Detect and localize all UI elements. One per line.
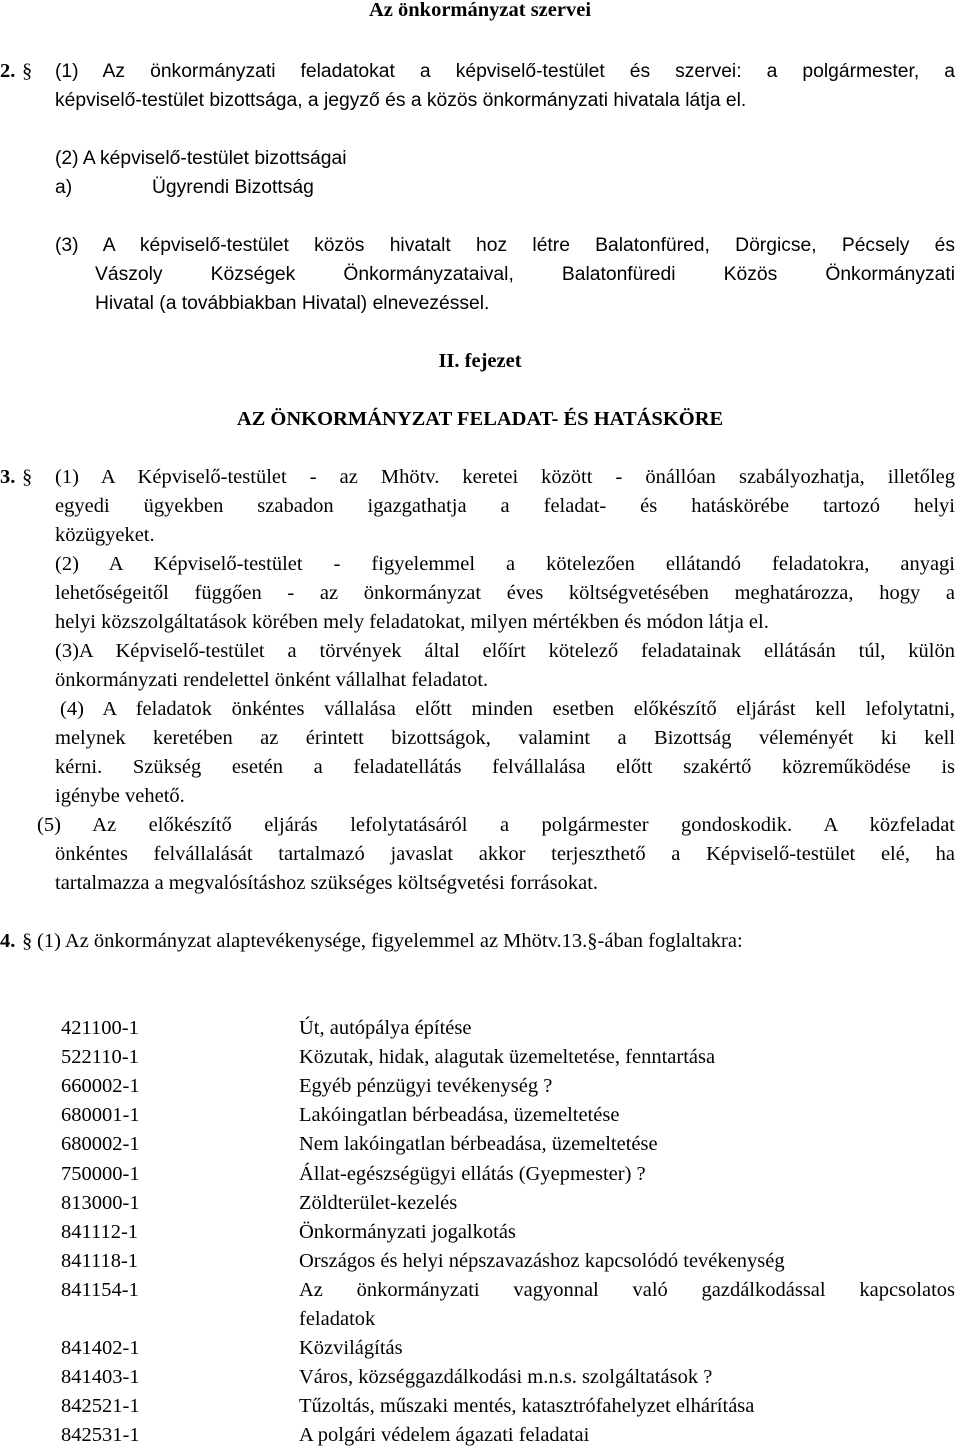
activity-code: 750000-1 [61,1162,140,1185]
activity-code: 680002-1 [61,1133,140,1156]
activity-code: 841402-1 [61,1337,140,1360]
activity-row [0,1160,960,1189]
activity-row [0,1189,960,1218]
s3-p4-line3: kérni. Szükség esetén a feladatellátás felvállalása előtt szakértő közreműködése is [55,756,955,778]
s2-p1-line2: képviselő-testület bizottsága, a jegyző és a közös önkormányzati hivatala látja el. [55,90,747,111]
s3-p5-line2: önkéntes felvállalását tartalmazó javaslat akkor terjeszthető a Képviselő-testület elé, ha [55,843,955,865]
s4-p1-text: (1) Az önkormányzat alaptevékenysége, figyelemmel az Mhötv.13. [37,930,588,952]
s2-p3-line2: Vászoly Községek Önkormányzataival, Balatonfüredi Közös Önkormányzati [95,264,955,285]
section-sign: § [22,930,33,952]
activity-code: 813000-1 [61,1191,140,1214]
activity-code: 421100-1 [61,1017,139,1039]
s3-p3-line2: önkormányzati rendelettel önként vállalhat feladatot. [55,669,489,691]
s3-p2-line3: helyi közszolgáltatások körében mely feladatokat, milyen mértékben és módon látja el. [55,611,769,633]
s3-p1-line1: (1) A Képviselő-testület - az Mhötv. keretei között - önállóan szabályozhatja, illetőleg [55,466,955,488]
s3-p1-line3: közügyeket. [55,524,155,546]
section-sign: § [587,930,598,952]
activity-row [0,1101,960,1130]
activity-description: A polgári védelem ágazati feladatai [299,1424,590,1447]
activity-row [0,1014,960,1043]
activity-description: Közvilágítás [299,1337,403,1360]
chapter-title: AZ ÖNKORMÁNYZAT FELADAT- ÉS HATÁSKÖRE [236,408,724,430]
activity-description: Önkormányzati jogalkotás [299,1220,516,1243]
activity-code: 842531-1 [61,1424,140,1447]
s4-p1-text-end: -ában foglaltakra: [597,930,743,952]
activity-code: 842521-1 [61,1395,140,1418]
activity-row [0,1392,960,1421]
activity-row [0,1334,960,1363]
section-sign: § [22,60,33,82]
activity-description: Egyéb pénzügyi tevékenység ? [299,1075,553,1098]
s2-p2-line1: (2) A képviselő-testület bizottságai [55,148,347,169]
section-number-3: 3. [0,466,16,488]
activity-code: 660002-1 [61,1075,140,1098]
activity-description: Város, községgazdálkodási m.n.s. szolgáltatások ? [299,1366,713,1389]
page-title: Az önkormányzat szervei [368,0,592,21]
chapter-number: II. fejezet [438,350,522,372]
section-number-2: 2. [0,60,16,82]
activity-row [0,1363,960,1392]
activity-description-continued: feladatok [299,1308,376,1330]
activity-code: 841403-1 [61,1366,140,1389]
activity-row [0,1218,960,1247]
s3-p2-line1: (2) A Képviselő-testület - figyelemmel a kötelezően ellátandó feladatokra, anyagi [55,553,955,575]
activity-row [0,1043,960,1072]
section-sign: § [22,466,33,488]
activity-description: Zöldterület-kezelés [299,1191,458,1214]
activity-description: Országos és helyi népszavazáshoz kapcsolódó tevékenység [299,1249,785,1272]
activity-code: 680001-1 [61,1104,140,1127]
s3-p3-line1: (3)A Képviselő-testület a törvények által előírt kötelező feladatainak ellátásán túl, külön [55,640,955,662]
activity-description: Közutak, hidak, alagutak üzemeltetése, fenntartása [299,1046,716,1069]
activity-code: 841112-1 [61,1220,139,1243]
s2-p3-line1: (3) A képviselő-testület közös hivatalt hoz létre Balatonfüred, Dörgicse, Pécsely és [55,235,955,256]
activity-description: Állat-egészségügyi ellátás (Gyepmester) ? [299,1162,646,1185]
s3-p4-line1: (4) A feladatok önkéntes vállalása előtt minden esetben előkészítő eljárást kell lefolytatni, [60,698,955,720]
s3-p4-line2: melynek keretében az érintett bizottságok, valamint a Bizottság véleményét ki kell [55,727,955,749]
activity-row [0,1247,960,1276]
activity-row [0,1072,960,1101]
activity-description: Lakóingatlan bérbeadása, üzemeltetése [299,1104,620,1127]
activity-description: Nem lakóingatlan bérbeadása, üzemeltetése [299,1133,658,1156]
activity-row [0,1421,960,1450]
activity-description: Tűzoltás, műszaki mentés, katasztrófahelyzet elhárítása [299,1395,755,1418]
activity-row [0,1276,960,1305]
s2-p3-line3: Hivatal (a továbbiakban Hivatal) elnevezéssel. [95,293,490,314]
section-number-4: 4. [0,930,16,952]
activity-row [0,1130,960,1159]
activity-description: Út, autópálya építése [299,1017,472,1039]
s4-p1-line1 [37,927,743,956]
s3-p4-line4: igénybe vehető. [55,785,185,807]
s3-p1-line2: egyedi ügyekben szabadon igazgathatja a feladat- és hatáskörébe tartozó helyi [55,495,955,517]
activity-code: 522110-1 [61,1046,139,1069]
activity-code: 841154-1 [61,1278,139,1301]
activity-code: 841118-1 [61,1249,139,1272]
s2-p1-line1: (1) Az önkormányzati feladatokat a képviselő-testület és szervei: a polgármester, a [55,61,955,82]
activity-row-continuation [0,1305,960,1334]
activity-description: Az önkormányzati vagyonnal való gazdálkodással kapcsolatos [299,1278,955,1301]
s2-p2-item-marker: a) [55,177,73,198]
s3-p5-line3: tartalmazza a megvalósításhoz szükséges költségvetési forrásokat. [55,872,599,894]
s3-p2-line2: lehetőségeitől függően - az önkormányzat éves költségvetésében meghatározza, hogy a [55,582,955,604]
s3-p5-line1: (5) Az előkészítő eljárás lefolytatásáról a polgármester gondoskodik. A közfeladat [37,814,955,836]
s2-p2-item-text: Ügyrendi Bizottság [152,177,314,198]
